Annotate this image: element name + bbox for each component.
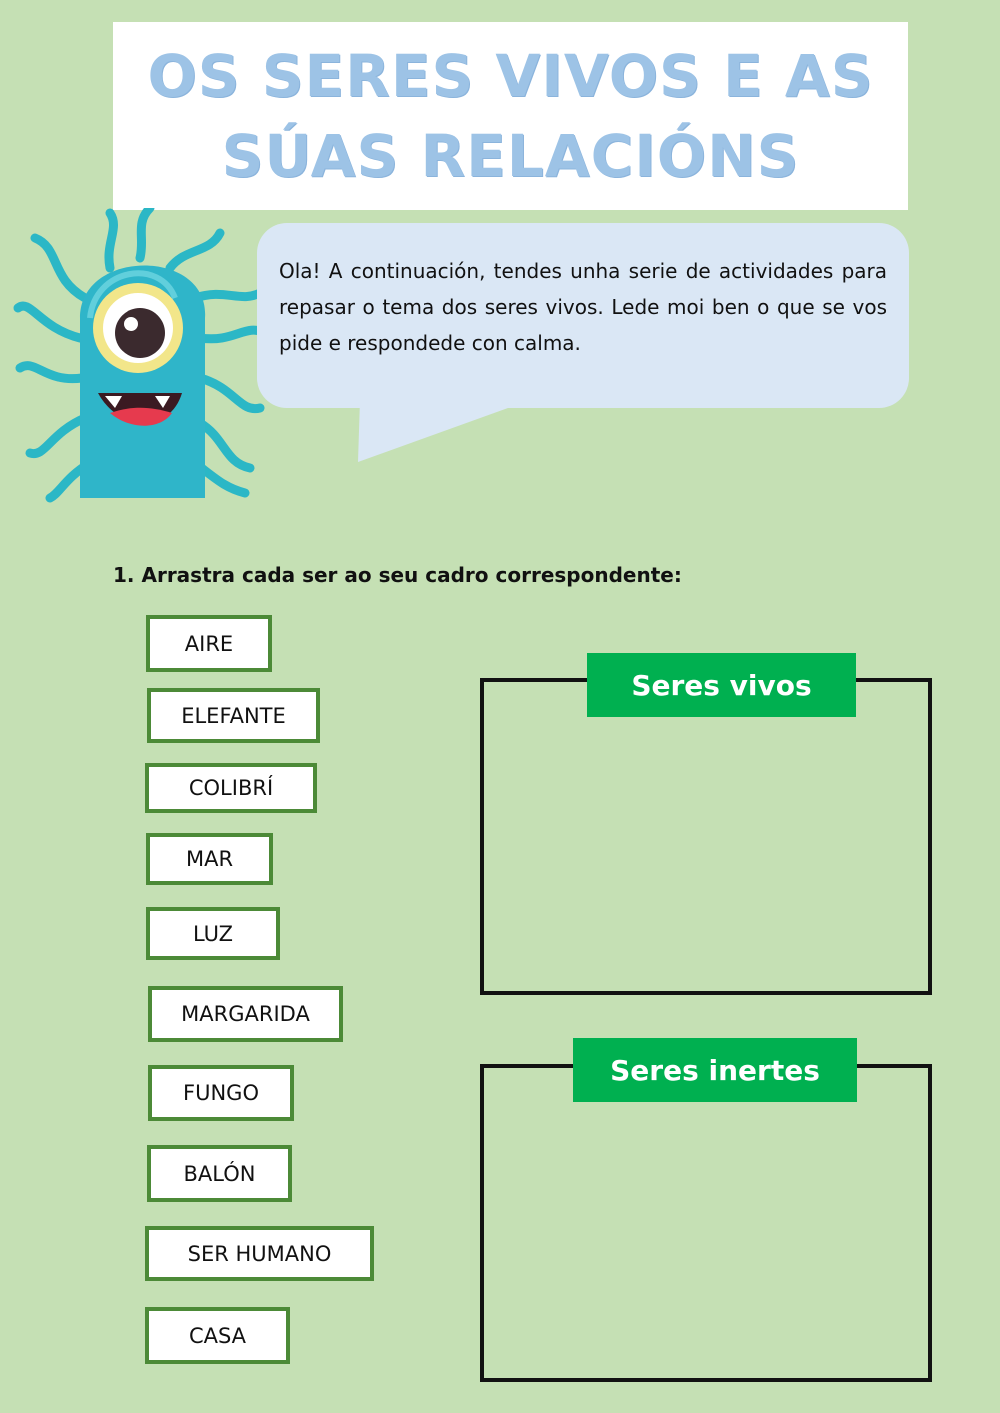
drag-item-ser-humano[interactable]: SER HUMANO bbox=[145, 1226, 374, 1281]
drop-zone-seres-vivos[interactable] bbox=[480, 678, 932, 995]
drop-zone-seres-inertes[interactable] bbox=[480, 1064, 932, 1382]
drag-item-elefante[interactable]: ELEFANTE bbox=[147, 688, 320, 743]
intro-text: Ola! A continuación, tendes unha serie de actividades para repasar o tema dos seres vivos. Lede moi ben o que se vos pide e respondede con calma. bbox=[279, 259, 887, 355]
drop-zone-label-seres-vivos: Seres vivos bbox=[587, 653, 856, 717]
drag-item-luz[interactable]: LUZ bbox=[146, 907, 280, 960]
speech-bubble-tail bbox=[340, 400, 540, 470]
drag-item-casa[interactable]: CASA bbox=[145, 1307, 290, 1364]
drag-item-mar[interactable]: MAR bbox=[146, 833, 273, 885]
drag-item-fungo[interactable]: FUNGO bbox=[148, 1065, 294, 1121]
monster-illustration bbox=[10, 208, 270, 503]
drag-item-colibri[interactable]: COLIBRÍ bbox=[145, 763, 317, 813]
exercise-instruction: 1. Arrastra cada ser ao seu cadro correspondente: bbox=[113, 563, 682, 587]
drag-item-margarida[interactable]: MARGARIDA bbox=[148, 986, 343, 1042]
drag-item-balon[interactable]: BALÓN bbox=[147, 1145, 292, 1202]
drop-zone-label-seres-inertes: Seres inertes bbox=[573, 1038, 857, 1102]
speech-bubble bbox=[257, 223, 909, 408]
title-banner bbox=[113, 22, 908, 210]
drag-item-aire[interactable]: AIRE bbox=[146, 615, 272, 672]
page-title: OS SERES VIVOS E AS SÚAS RELACIÓNS bbox=[147, 42, 874, 190]
